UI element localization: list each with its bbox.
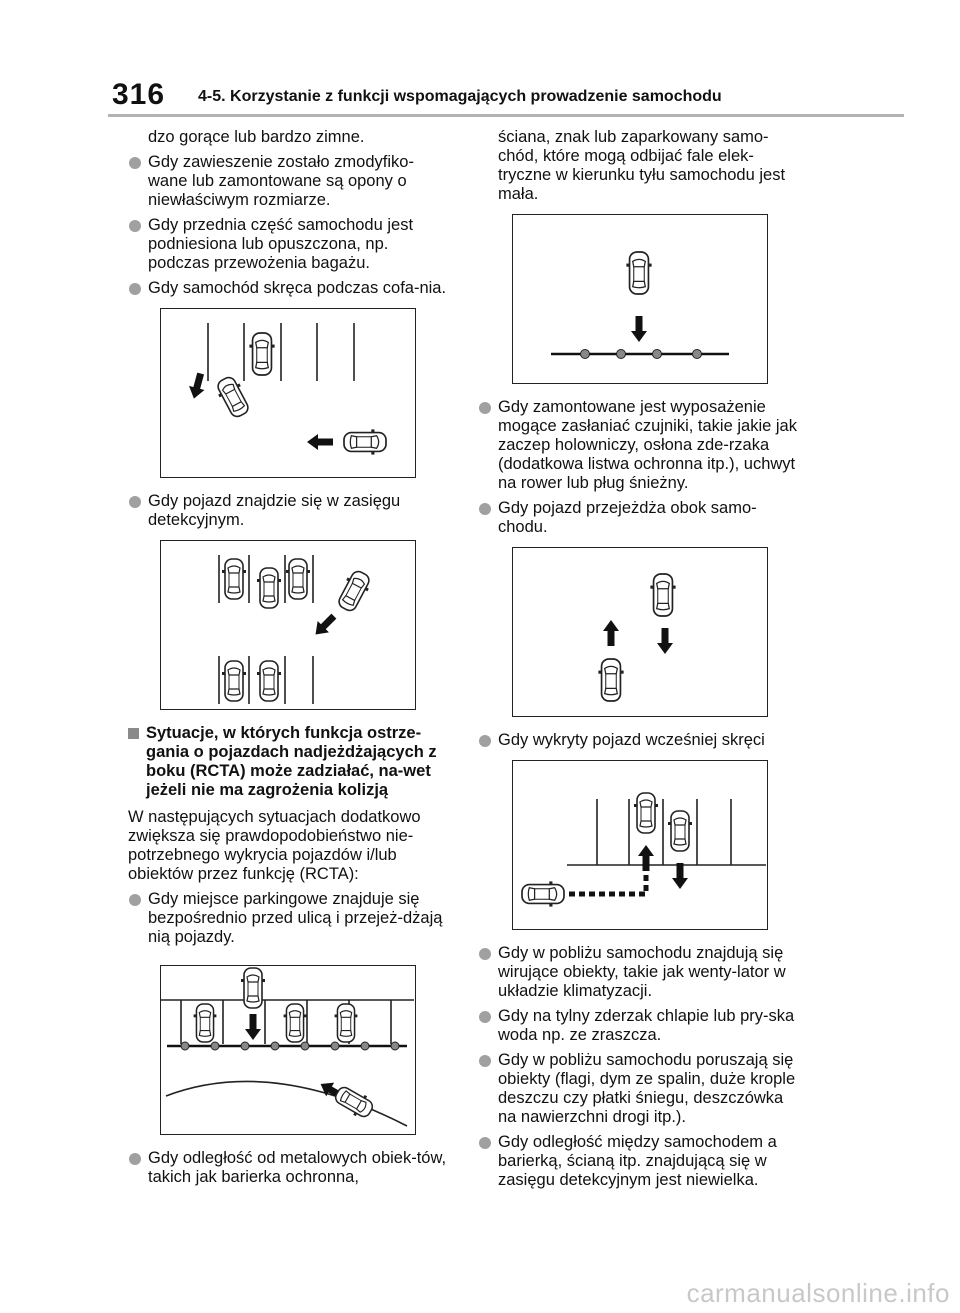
bullet-icon xyxy=(129,157,141,169)
header-divider xyxy=(108,114,904,117)
list-item: Gdy pojazd przejeżdża obok samo-chodu. xyxy=(478,499,803,537)
bullet-icon xyxy=(129,894,141,906)
watermark: carmanualsonline.info xyxy=(686,1278,950,1308)
illustration-barrier-behind xyxy=(512,214,768,384)
bullet-icon xyxy=(129,220,141,232)
list-item: Gdy odległość między samochodem a barierką, ścianą itp. znajdującą się w zasięgu detekcyjnym jest niewielka. xyxy=(478,1133,803,1190)
illustration-early-turn xyxy=(512,760,768,930)
list-item: Gdy wykryty pojazd wcześniej skręci xyxy=(478,731,803,750)
right-column xyxy=(478,128,803,1196)
square-bullet-icon xyxy=(128,728,139,739)
bullet-icon xyxy=(479,1011,491,1023)
list-item: Gdy w pobliżu samochodu poruszają się obiekty (flagi, dym ze spalin, duże krople deszczu czy płatki śniegu, deszczówka na nawierzchni drogi itp.). xyxy=(478,1051,803,1127)
illustration-parking-near-street xyxy=(160,965,416,1135)
bullet-icon xyxy=(129,1153,141,1165)
page-header xyxy=(108,78,904,118)
continued-text: dzo gorące lub bardzo zimne. xyxy=(148,128,365,146)
illustration-reversing-turn xyxy=(160,308,416,478)
bullet-icon xyxy=(479,1055,491,1067)
list-item: Gdy odległość od metalowych obiek-tów, takich jak barierka ochronna, xyxy=(128,1149,453,1187)
list-item: Gdy przednia część samochodu jest podniesiona lub opuszczona, np. podczas przewożenia bagażu. xyxy=(128,216,453,273)
bullet-icon xyxy=(479,948,491,960)
bullet-icon xyxy=(479,735,491,747)
list-item: Gdy samochód skręca podczas cofa-nia. xyxy=(128,279,453,298)
list-item: Gdy na tylny zderzak chlapie lub pry-ska woda np. ze zraszcza. xyxy=(478,1007,803,1045)
paragraph: W następujących sytuacjach dodatkowo zwiększa się prawdopodobieństwo nie-potrzebnego wykrycia pojazdów i/lub obiektów przez funkcję (RCTA): xyxy=(128,808,421,883)
section-title: 4-5. Korzystanie z funkcji wspomagających prowadzenie samochodu xyxy=(198,88,722,105)
list-item: Gdy pojazd znajdzie się w zasięgu detekcyjnym. xyxy=(128,492,453,530)
continued-text: ściana, znak lub zaparkowany samo-chód, które mogą odbijać fale elek-tryczne w kierunku tyłu samochodu jest mała. xyxy=(498,128,786,203)
bullet-icon xyxy=(129,283,141,295)
illustration-detection-range xyxy=(160,540,416,710)
list-item: Gdy miejsce parkingowe znajduje się bezpośrednio przed ulicą i przejeż-dżają nią pojazdy. xyxy=(128,890,453,947)
bullet-icon xyxy=(479,402,491,414)
list-item: Gdy w pobliżu samochodu znajdują się wirujące obiekty, takie jak wenty-lator w układzie klimatyzacji. xyxy=(478,944,803,1001)
bullet-icon xyxy=(129,496,141,508)
page-number: 316 xyxy=(112,78,166,111)
illustration-passing-vehicle xyxy=(512,547,768,717)
left-column xyxy=(128,128,453,1193)
section-heading: Sytuacje, w których funkcja ostrze-gania o pojazdach nadjeżdżających z boku (RCTA) może zadziałać, na-wet jeżeli nie ma zagrożenia kolizją xyxy=(128,724,453,800)
list-item: Gdy zawieszenie zostało zmodyfiko-wane lub zamontowane są opony o niewłaściwym rozmiarze. xyxy=(128,153,453,210)
list-item: Gdy zamontowane jest wyposażenie mogące zasłaniać czujniki, takie jakie jak zaczep holowniczy, osłona zde-rzaka (dodatkowa listwa ochronna itp.), uchwyt na rower lub pług śnieżny. xyxy=(478,398,803,493)
bullet-icon xyxy=(479,503,491,515)
bullet-icon xyxy=(479,1137,491,1149)
